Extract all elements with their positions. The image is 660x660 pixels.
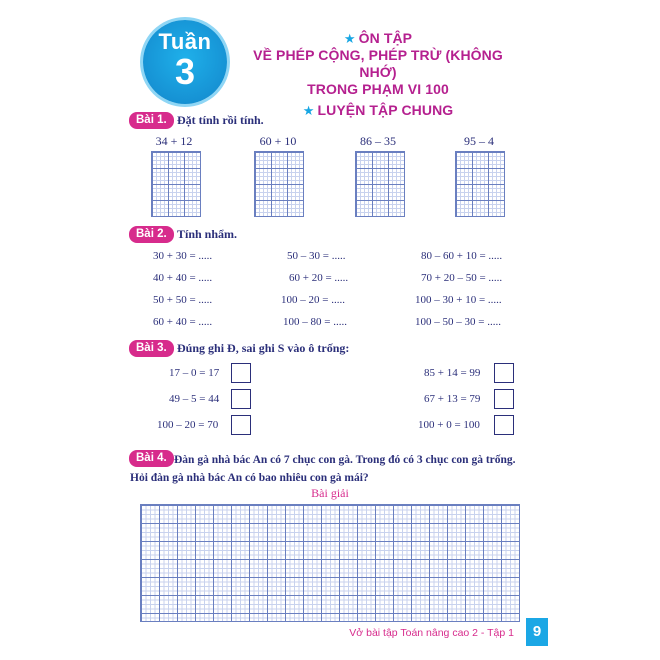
week-label: Tuần (158, 29, 212, 54)
ex2-item: 80 – 60 + 10 = ..... (421, 250, 503, 262)
star-icon: ★ (343, 31, 356, 46)
ex1-work-grid-2[interactable] (254, 151, 304, 217)
ex3-statement: 100 + 0 = 100 (418, 419, 480, 431)
title-practice: ★ LUYỆN TẬP CHUNG (302, 102, 454, 118)
ex2-item: 70 + 20 – 50 = ..... (421, 272, 503, 284)
ex3-answer-box[interactable] (494, 415, 514, 435)
ex3-statement: 49 – 5 = 44 (169, 393, 220, 405)
exercise-3-tag: Bài 3. (129, 340, 174, 357)
exercise-4-tag: Bài 4. (129, 450, 174, 467)
book-title: Vở bài tập Toán nâng cao 2 - Tập 1 (349, 627, 514, 639)
ex2-item: 30 + 30 = ..... (153, 250, 213, 262)
ex3-statement: 67 + 13 = 79 (424, 393, 481, 405)
ex2-item: 50 + 50 = ..... (153, 294, 213, 306)
title-line-2: VỀ PHÉP CỘNG, PHÉP TRỪ (KHÔNG NHỚ) (253, 47, 503, 80)
ex2-item: 60 + 40 = ..... (153, 316, 213, 328)
week-badge (143, 20, 227, 104)
solution-heading: Bài giải (311, 486, 349, 500)
title-line-3: TRONG PHẠM VI 100 (307, 81, 449, 97)
ex4-problem-line-1: Đàn gà nhà bác An có 7 chục con gà. Trong đó có 3 chục con gà trống. (174, 454, 516, 466)
page-number: 9 (526, 618, 548, 646)
star-icon: ★ (302, 103, 315, 118)
ex3-answer-box[interactable] (494, 389, 514, 409)
ex3-answer-box[interactable] (231, 389, 251, 409)
ex2-item: 100 – 20 = ..... (281, 294, 345, 306)
week-number: 3 (174, 51, 196, 92)
ex3-answer-box[interactable] (494, 363, 514, 383)
ex2-item: 100 – 30 + 10 = ..... (415, 294, 502, 306)
ex2-item: 60 + 20 = ..... (289, 272, 349, 284)
title-line-1: ★ ÔN TẬP (343, 30, 413, 46)
ex1-label-2: 60 + 10 (259, 134, 297, 148)
ex1-label-4: 95 – 4 (464, 134, 494, 148)
lesson-title (238, 30, 518, 119)
ex3-statement: 85 + 14 = 99 (424, 367, 481, 379)
ex2-item: 40 + 40 = ..... (153, 272, 213, 284)
ex1-label-1: 34 + 12 (155, 134, 193, 148)
ex3-statement: 17 – 0 = 17 (169, 367, 220, 379)
ex3-answer-box[interactable] (231, 415, 251, 435)
ex4-problem (130, 451, 550, 487)
ex2-item: 50 – 30 = ..... (287, 250, 346, 262)
ex2-item: 100 – 50 – 30 = ..... (415, 316, 501, 328)
ex3-statement: 100 – 20 = 70 (157, 419, 219, 431)
ex1-work-grid-3[interactable] (355, 151, 405, 217)
exercise-2-tag: Bài 2. (129, 226, 174, 243)
ex1-label-3: 86 – 35 (360, 134, 396, 148)
exercise-3-instruction: Đúng ghi Đ, sai ghi S vào ô trống: (177, 341, 350, 355)
exercise-2-instruction: Tính nhẩm. (177, 227, 238, 241)
ex1-work-grid-1[interactable] (151, 151, 201, 217)
ex2-item: 100 – 80 = ..... (283, 316, 347, 328)
ex4-problem-line-2: Hỏi đàn gà nhà bác An có bao nhiêu con gà mái? (130, 472, 369, 484)
ex1-work-grid-4[interactable] (455, 151, 505, 217)
ex4-answer-grid[interactable] (140, 504, 520, 622)
ex3-answer-box[interactable] (231, 363, 251, 383)
exercise-1-instruction: Đặt tính rồi tính. (177, 113, 264, 127)
exercise-1-tag: Bài 1. (129, 112, 174, 129)
